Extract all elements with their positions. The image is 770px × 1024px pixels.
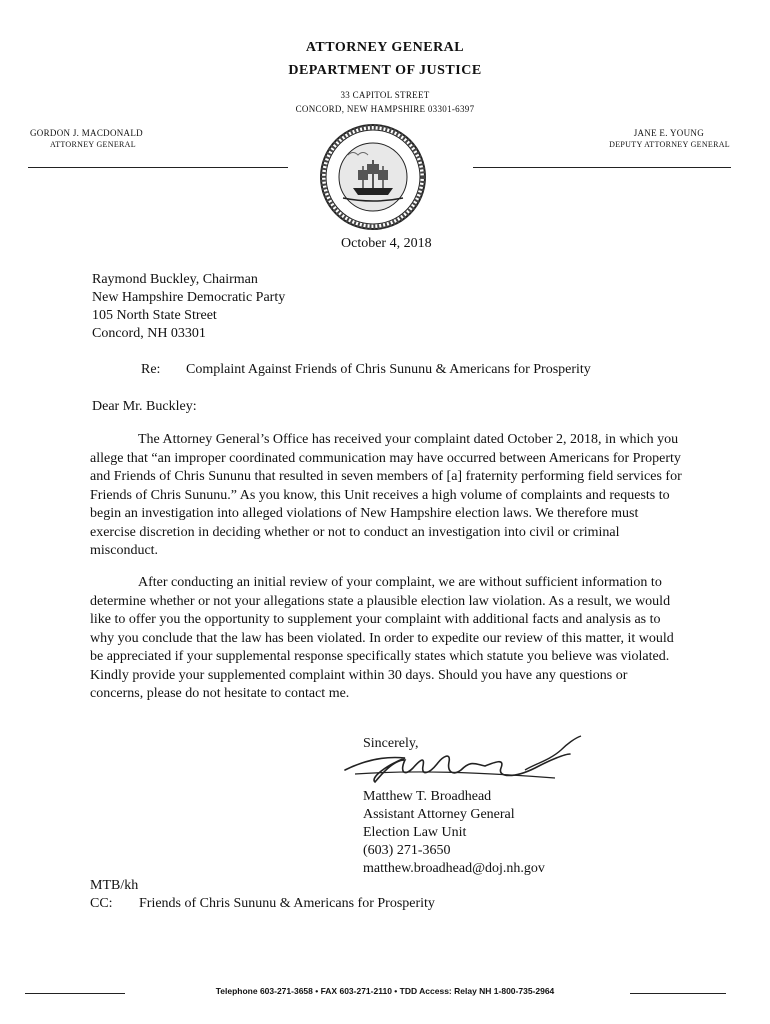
paragraph-1	[90, 431, 682, 561]
signer-email[interactable]: matthew.broadhead@doj.nh.gov	[363, 861, 545, 876]
re-subject: Complaint Against Friends of Chris Sununu & Americans for Prosperity	[186, 362, 591, 377]
footer-contact: Telephone 603-271-3658 • FAX 603-271-2110 • TDD Access: Relay NH 1-800-735-2964	[215, 986, 555, 996]
cc-recipients: Friends of Chris Sununu & Americans for Prosperity	[139, 896, 435, 911]
signer-name: Matthew T. Broadhead	[363, 789, 492, 804]
deputy-name: JANE E. YOUNG	[633, 128, 704, 138]
recipient-name: Raymond Buckley, Chairman	[92, 272, 258, 287]
signer-title: Assistant Attorney General	[363, 807, 515, 822]
letter-date: October 4, 2018	[341, 236, 432, 251]
closing: Sincerely,	[363, 736, 419, 751]
paragraph-2-text: After conducting an initial review of your complaint, we are without sufficient information to determine whether or not your allegations state a plausible election law violation. As a result, we would like to offer you the opportunity to supplement your complaint with additional facts and analysis as to why you conclude that the law has been violated. In order to expedite our review of this matter, it would be appreciated if your supplemental response specifically states which statute you believe was violated. Kindly provide your supplemented complaint within 30 days. Should you have any questions or concerns, please do not hesitate to contact me.	[90, 575, 674, 701]
attorney-general-name: GORDON J. MACDONALD	[30, 128, 143, 138]
cc-label: CC:	[90, 896, 113, 911]
deputy-title: DEPUTY ATTORNEY GENERAL	[609, 140, 730, 149]
signer-phone: (603) 271-3650	[363, 843, 451, 858]
letterhead-city: CONCORD, NEW HAMPSHIRE 03301-6397	[295, 104, 475, 114]
attorney-general-title: ATTORNEY GENERAL	[50, 140, 136, 149]
signature-image	[325, 730, 605, 792]
letterhead-rule-left	[28, 167, 288, 168]
state-seal-icon	[318, 122, 428, 232]
signer-unit: Election Law Unit	[363, 825, 467, 840]
salutation: Dear Mr. Buckley:	[92, 399, 197, 414]
recipient-organization: New Hampshire Democratic Party	[92, 290, 286, 305]
recipient-street: 105 North State Street	[92, 308, 217, 323]
paragraph-2	[90, 574, 682, 704]
letterhead-department: DEPARTMENT OF JUSTICE	[288, 63, 482, 78]
paragraph-1-text: The Attorney General’s Office has received your complaint dated October 2, 2018, in which you allege that “an improper coordinated communication may have occurred between Americans for Property and Friends of Chris Sununu that resulted in seven members of [a] fraternity performing field services for Friends of Chris Sununu.” As you know, this Unit receives a high volume of complaints and requests to begin an investigation into alleged violations of New Hampshire election laws. We therefore must exercise discretion in deciding whether or not to conduct an investigation into civil or criminal misconduct.	[90, 432, 682, 558]
typist-initials: MTB/kh	[90, 878, 139, 893]
letterhead-rule-right	[473, 167, 731, 168]
letterhead-street: 33 CAPITOL STREET	[340, 90, 430, 100]
recipient-city: Concord, NH 03301	[92, 326, 206, 341]
re-label: Re:	[141, 362, 161, 377]
letterhead-title: ATTORNEY GENERAL	[305, 40, 465, 55]
